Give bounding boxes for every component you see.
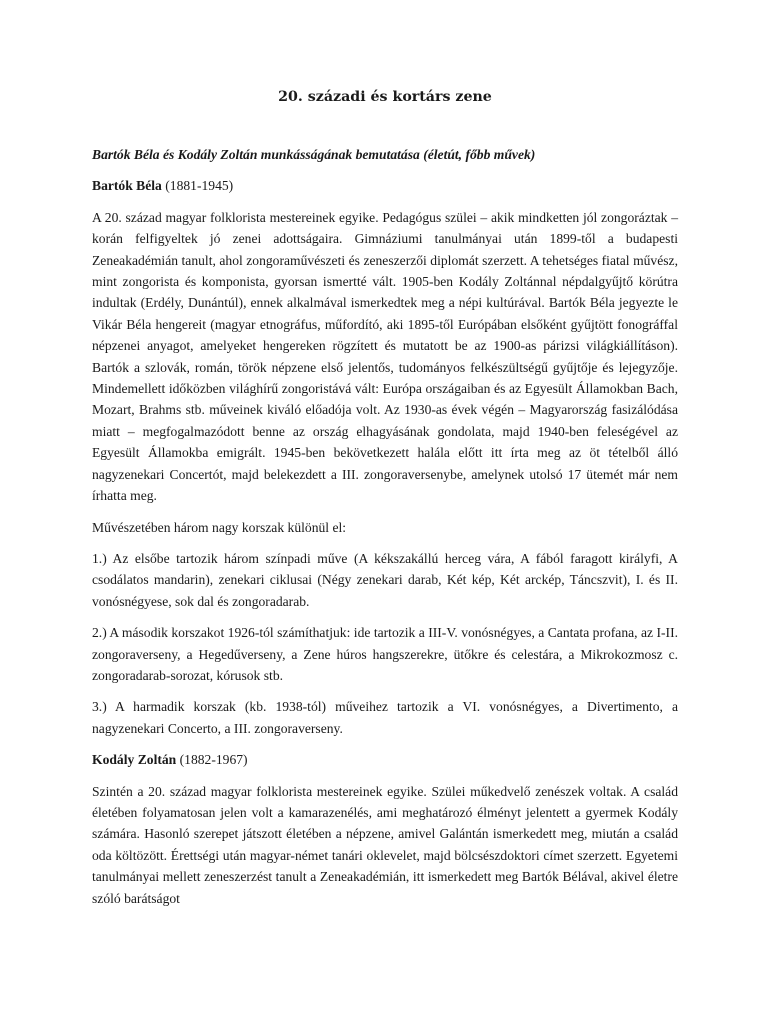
bartok-heading bbox=[92, 175, 678, 196]
kodaly-heading bbox=[92, 749, 678, 770]
bartok-years: (1881-1945) bbox=[161, 178, 234, 194]
bartok-name: Bartók Béla bbox=[92, 178, 162, 194]
period-1-paragraph: 1.) Az elsőbe tartozik három színpadi műve (A kékszakállú herceg vára, A fából faragott királyfi, A csodálatos mandarin), zenekari ciklusai (Négy zenekari darab, Két kép, Két arckép, Táncszvit), I. és II. vonósnégyese, sok dal és zongoradarab. bbox=[92, 550, 678, 609]
page-title: 20. századi és kortárs zene bbox=[278, 89, 492, 105]
kodaly-name: Kodály Zoltán bbox=[92, 752, 177, 768]
periods-intro-paragraph: Művészetében három nagy korszak különül el: bbox=[92, 519, 347, 535]
section-heading: Bartók Béla és Kodály Zoltán munkásságának bemutatása (életút, főbb művek) bbox=[92, 147, 536, 162]
period-3-paragraph: 3.) A harmadik korszak (kb. 1938-tól) műveihez tartozik a VI. vonósnégyes, a Divertimento, a nagyzenekari Concerto, a III. zongoraverseny. bbox=[92, 699, 678, 736]
period-2-paragraph: 2.) A második korszakot 1926-tól számíthatjuk: ide tartozik a III-V. vonósnégyes, a Cantata profana, az I-II. zongoraverseny, a Hegedűverseny, a Zene húros hangszerekre, ütőkre és celestára, a Mikrokozmosz c. zongoradarab-sorozat, kórusok stb. bbox=[92, 625, 678, 683]
document-page bbox=[92, 86, 678, 919]
kodaly-years: (1882-1967) bbox=[176, 752, 248, 768]
kodaly-bio-paragraph: Szintén a 20. század magyar folklorista mestereinek egyike. Szülei műkedvelő zenészek voltak. A család életében folyamatosan jelen volt a kamarazenélés, ami meghatározó élményt jelentett a gyermek Kodály számára. Hasonló szerepet játszott életében a népzene, amivel Galántán ismerkedett meg, miután a család oda költözött. Érettségi után magyar-német tanári oklevelet, majd bölcsészdoktori címet szerzett. Egyetemi tanulmányai mellett zeneszerzést tanult a Zeneakadémián, itt ismerkedett meg Bartók Bélával, akivel életre szóló barátságot bbox=[92, 783, 678, 906]
bartok-bio-paragraph: A 20. század magyar folklorista mestereinek egyike. Pedagógus szülei – akik mindketten jól zongoráztak – korán felfigyeltek jó zenei adottságaira. Gimnáziumi tanulmányai után 1899-től a budapesti Zeneakadémián tanult, ahol zongoraművészeti és zeneszerzői diplomát szerzett. A tehetséges fiatal művész, mint zongorista és komponista, gyorsan ismertté vált. 1905-ben Kodály Zoltánnal népdalgyűjtő körútra indultak (Erdély, Dunántúl), ennek alkalmával ismerkedtek meg a népi kultúrával. Bartók Béla jegyezte le Vikár Béla hengereit (magyar etnográfus, műfordító, aki 1895-től Európában elsőként gyűjtött fonográffal népzenei anyagot, amelyeket hengereken rögzített és mutatott be az 1900-as párizsi világkiállításon). Bartók a szlovák, román, török népzene első jelentős, tudományos felkészültségű gyűjtője és lejegyzője. Mindemellett időközben világhírű zongoristává vált: Európa országaiban és az Egyesült Államokban Bach, Mozart, Brahms stb. műveinek kiváló előadója volt. Az 1930-as évek végén – Magyarország fasizálódása miatt – megfogalmazódott benne az ország elhagyásának gondolata, majd 1940-ben feleségével az Egyesült Államokba emigrált. 1945-ben bekövetkezett halála előtt itt írta meg az öt tételből álló nagyzenekari Concertót, majd belekezdett a III. zongoraversenybe, amelynek utolsó 17 ütemét már nem írhatta meg. bbox=[92, 209, 678, 504]
